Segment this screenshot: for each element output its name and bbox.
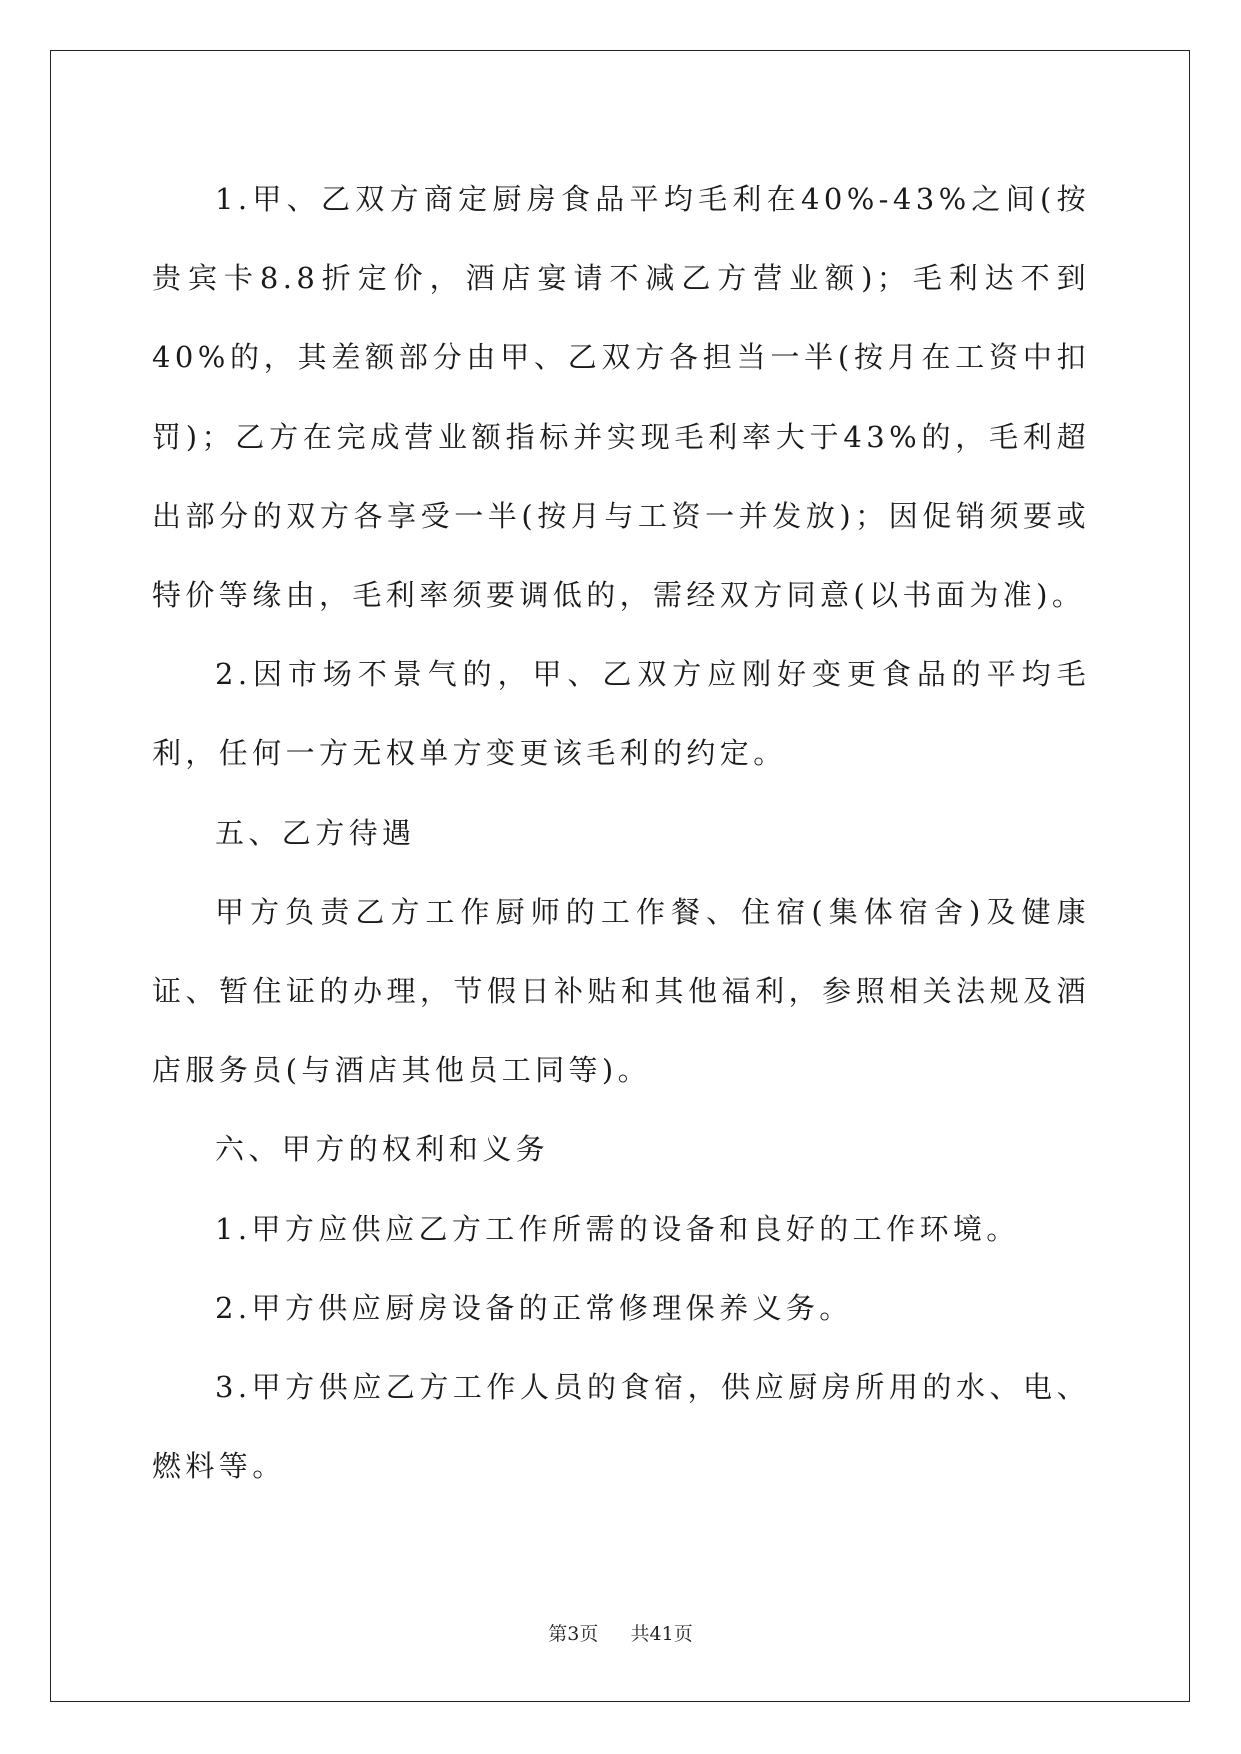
paragraph-party-a-utilities: 3.甲方供应乙方工作人员的食宿，供应厨房所用的水、电、燃料等。 <box>152 1370 1090 1484</box>
paragraph-gross-margin: 1.甲、乙双方商定厨房食品平均毛利在40%-43%之间(按贵宾卡8.8折定价，酒店宴请不减乙方营业额)；毛利达不到40%的，其差额部分由甲、乙双方各担当一半(按月在工资中扣罚)；乙方在完成营业额指标并实现毛利率大于43%的，毛利超出部分的双方各享受一半(按月与工资一并发放)；因促销须要或特价等缘由，毛利率须要调低的，需经双方同意(以书面为准)。 <box>152 182 1090 613</box>
page-number: 第3页 <box>548 1623 599 1645</box>
paragraph-party-b-benefits: 甲方负责乙方工作厨师的工作餐、住宿(集体宿舍)及健康证、暂住证的办理，节假日补贴和其他福利，参照相关法规及酒店服务员(与酒店其他员工同等)。 <box>152 894 1090 1088</box>
paragraph-party-a-maintenance: 2.甲方供应厨房设备的正常修理保养义务。 <box>215 1290 853 1325</box>
paragraph-market-adjustment: 2.因市场不景气的，甲、乙双方应刚好变更食品的平均毛利，任何一方无权单方变更该毛利的约定。 <box>152 657 1090 771</box>
page-footer <box>0 1619 1241 1646</box>
page-total: 共41页 <box>630 1623 693 1645</box>
paragraph-party-a-equipment: 1.甲方应供应乙方工作所需的设备和良好的工作环境。 <box>215 1211 1020 1246</box>
section-heading-party-a-rights: 六、甲方的权利和义务 <box>215 1132 550 1167</box>
document-body <box>152 160 1090 1506</box>
section-heading-party-b-treatment: 五、乙方待遇 <box>215 815 416 850</box>
